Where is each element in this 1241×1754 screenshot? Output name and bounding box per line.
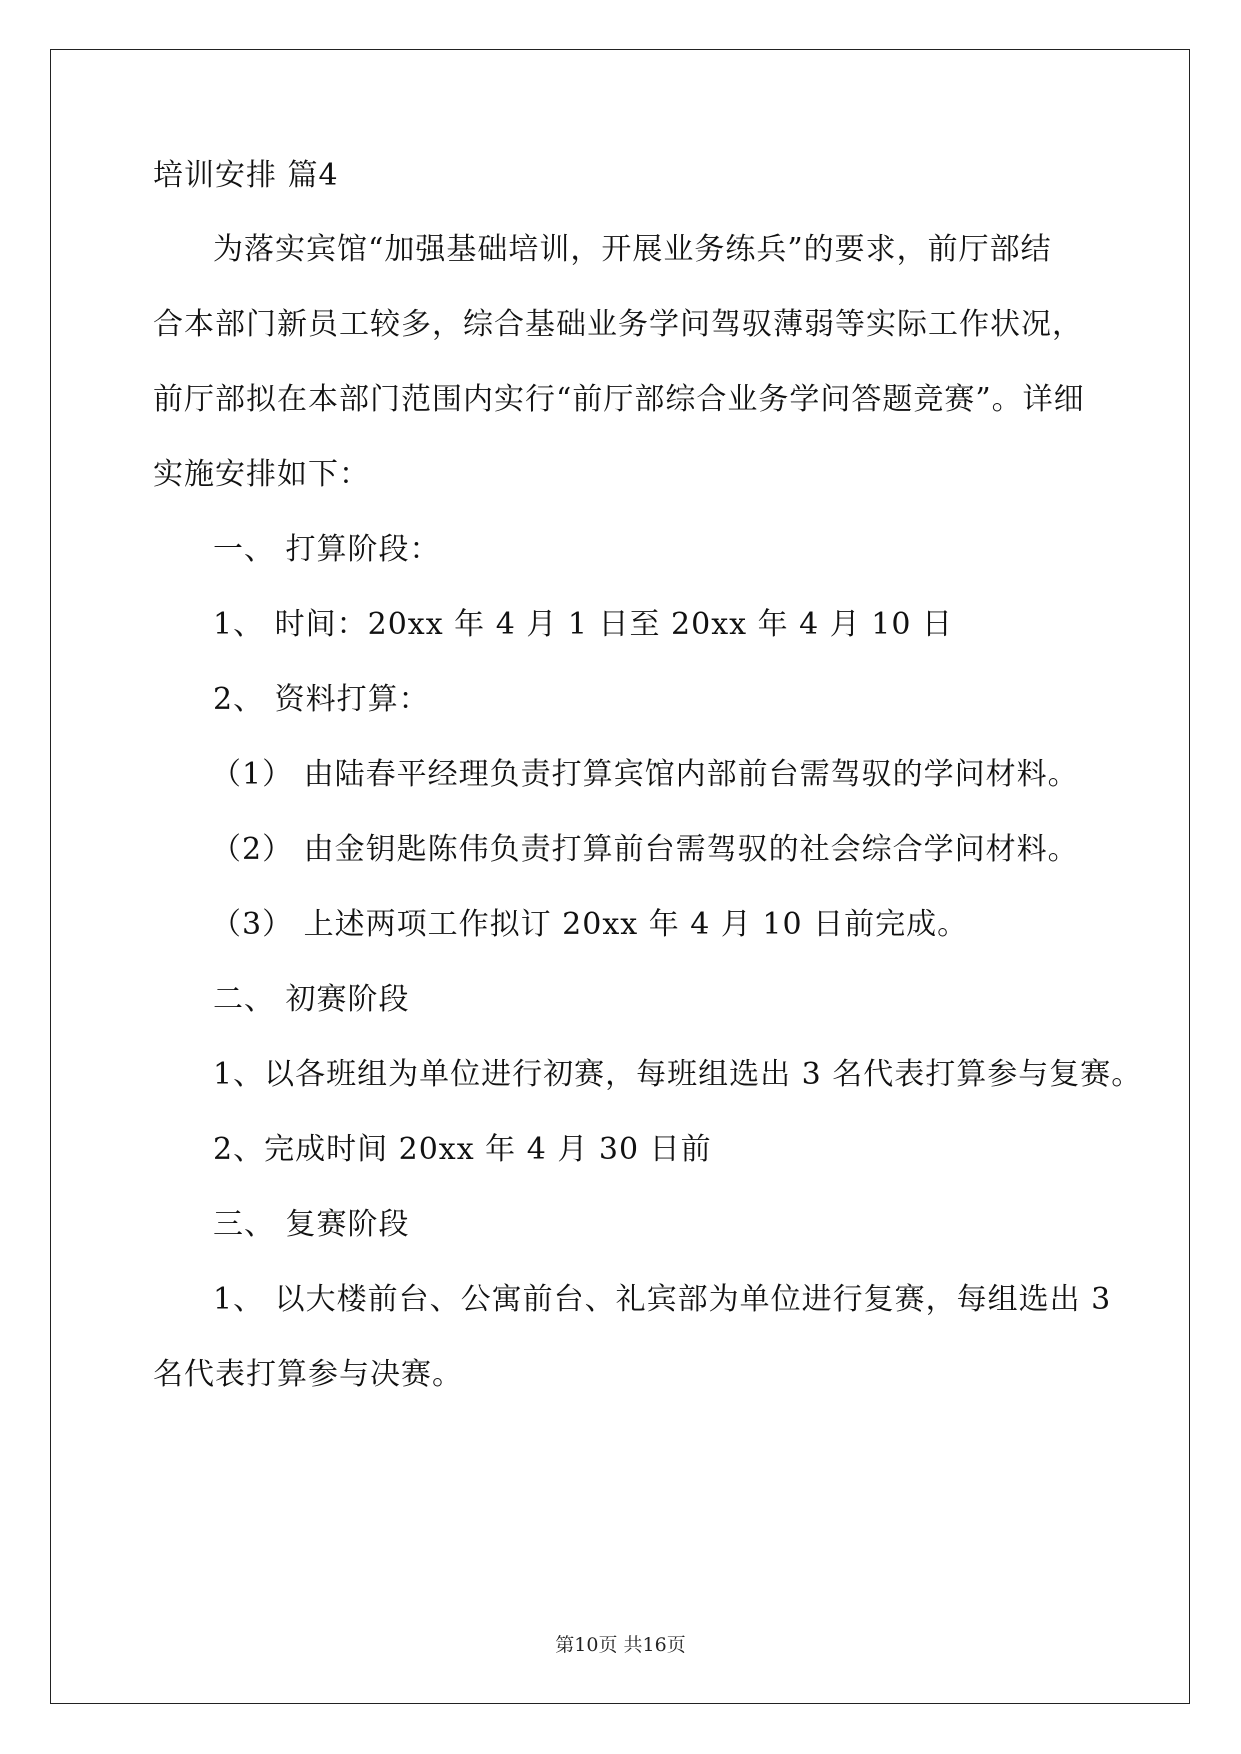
- list-item: 1、以各班组为单位进行初赛，每班组选出 3 名代表打算参与复赛。: [213, 1057, 1143, 1092]
- page-number-footer: 第10页 共16页: [555, 1634, 686, 1656]
- paragraph-line: 为落实宾馆“加强基础培训，开展业务练兵”的要求，前厅部结: [213, 232, 1052, 267]
- section-heading-2: 二、 初赛阶段: [213, 982, 410, 1017]
- paragraph-line: 实施安排如下：: [153, 457, 370, 492]
- sub-list-item: （3） 上述两项工作拟订 20xx 年 4 月 10 日前完成。: [211, 907, 969, 942]
- section-heading-1: 一、 打算阶段：: [213, 532, 441, 567]
- list-item: 1、 以大楼前台、公寓前台、礼宾部为单位进行复赛，每组选出 3: [213, 1282, 1112, 1317]
- list-item: 2、完成时间 20xx 年 4 月 30 日前: [213, 1132, 712, 1167]
- paragraph-line: 合本部门新员工较多，综合基础业务学问驾驭薄弱等实际工作状况，: [153, 307, 1083, 342]
- document-heading: 培训安排 篇4: [153, 158, 339, 193]
- sub-list-item: （1） 由陆春平经理负责打算宾馆内部前台需驾驭的学问材料。: [211, 757, 1079, 792]
- list-item: 2、 资料打算：: [213, 682, 430, 717]
- paragraph-line: 名代表打算参与决赛。: [153, 1357, 463, 1392]
- sub-list-item: （2） 由金钥匙陈伟负责打算前台需驾驭的社会综合学问材料。: [211, 832, 1079, 867]
- section-heading-3: 三、 复赛阶段: [213, 1207, 410, 1242]
- list-item: 1、 时间：20xx 年 4 月 1 日至 20xx 年 4 月 10 日: [213, 607, 953, 642]
- page-border: [50, 49, 1190, 1704]
- paragraph-line: 前厅部拟在本部门范围内实行“前厅部综合业务学问答题竞赛”。详细: [153, 382, 1085, 417]
